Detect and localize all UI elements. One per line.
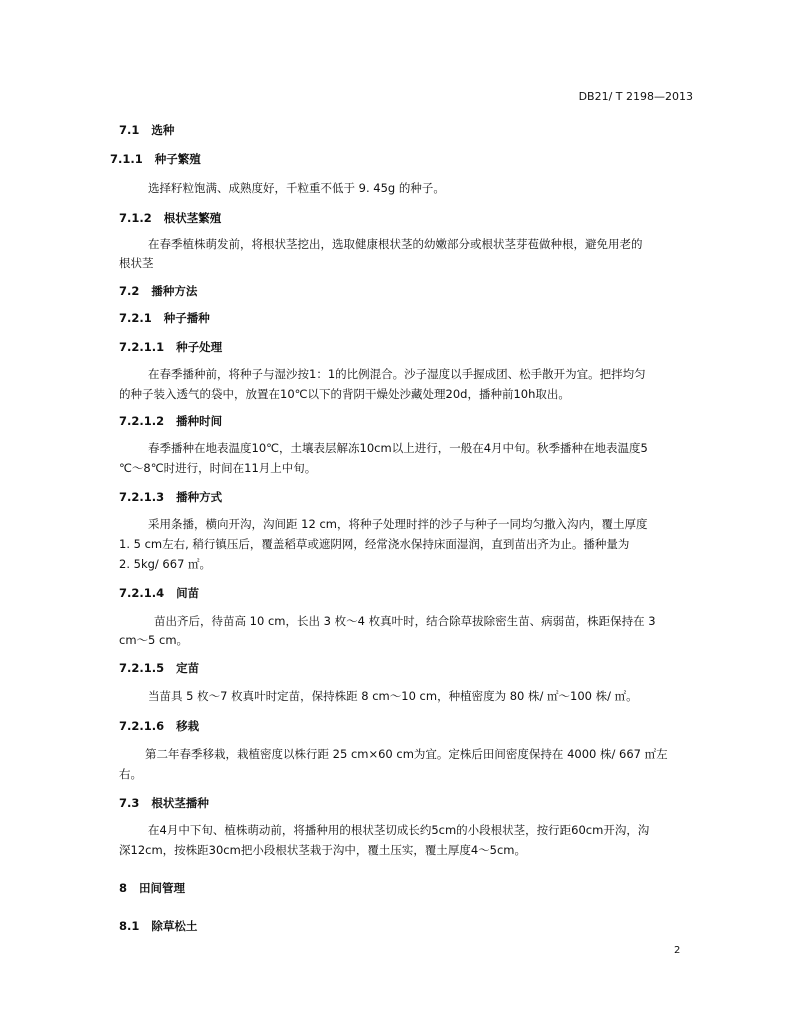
section-7-2-1-4-heading — [119, 585, 199, 601]
section-title: 根状茎繁殖 — [163, 211, 222, 225]
paragraph-line: 1. 5 cm左右, 稍行镇压后，覆盖稻草或遮阴网，经常浇水保持床面湿润，直到苗出齐为止。播种量为 — [119, 537, 630, 551]
section-title: 选种 — [151, 123, 175, 137]
section-title: 播种方式 — [176, 490, 223, 504]
section-7-2-1-5-heading — [119, 660, 199, 676]
section-7-2-1-heading — [119, 310, 210, 326]
paragraph-line: 当苗具 5 枚～7 枚真叶时定苗，保持株距 8 cm～10 cm，种植密度为 80 株/ ㎡～100 株/ ㎡。 — [148, 689, 638, 703]
section-7-2-1-3-heading — [119, 489, 222, 505]
section-7-1-heading — [119, 122, 174, 138]
section-8-1-heading — [119, 918, 197, 934]
section-number: 7.2.1.6 — [119, 719, 165, 733]
section-number: 7.2.1.3 — [119, 490, 165, 504]
section-number: 7.2.1.5 — [119, 661, 165, 675]
paragraph-line: 2. 5kg/ 667 ㎡。 — [119, 557, 212, 571]
paragraph-line: 的种子装入透气的袋中，放置在10℃以下的背阴干燥处沙藏处理20d，播种前10h取出。 — [119, 387, 570, 401]
paragraph-line: cm～5 cm。 — [119, 633, 189, 647]
section-number: 7.1.1 — [110, 152, 143, 166]
section-number: 7.2.1.2 — [119, 414, 165, 428]
paragraph-line: 在春季植株萌发前，将根状茎挖出，选取健康根状茎的幼嫩部分或根状茎芽苞做种根，避免用老的 — [148, 237, 643, 251]
section-number: 7.2.1.1 — [119, 340, 165, 354]
section-number: 8.1 — [119, 919, 140, 933]
paragraph-line: 采用条播，横向开沟，沟间距 12 cm，将种子处理时拌的沙子与种子一同均匀撒入沟内，覆土厚度 — [148, 517, 648, 531]
page-number: 2 — [674, 945, 681, 956]
section-title: 移栽 — [176, 719, 200, 733]
section-number: 7.1.2 — [119, 211, 152, 225]
section-title: 定苗 — [176, 661, 200, 675]
section-7-3-heading — [119, 795, 209, 811]
section-number: 8 — [119, 881, 128, 895]
section-7-2-1-1-heading — [119, 339, 222, 355]
section-title: 种子播种 — [163, 311, 210, 325]
paragraph-line: ℃～8℃时进行，时间在11月上中旬。 — [119, 461, 317, 475]
section-number: 7.2.1.4 — [119, 586, 165, 600]
section-title: 种子繁殖 — [154, 152, 201, 166]
paragraph-line: 春季播种在地表温度10℃，土壤表层解冻10cm以上进行，一般在4月中旬。秋季播种在地表温度5 — [148, 441, 648, 455]
section-7-1-1-heading — [110, 151, 201, 167]
paragraph-line: 第二年春季移栽，栽植密度以株行距 25 cm×60 cm为宜。定株后田间密度保持在 4000 株/ 667 ㎡左 — [145, 747, 668, 761]
paragraph-line: 苗出齐后，待苗高 10 cm，长出 3 枚～4 枚真叶时，结合除草拔除密生苗、病弱苗，株距保持在 3 — [154, 614, 656, 628]
section-7-2-heading — [119, 283, 197, 299]
paragraph-line: 选择籽粒饱满、成熟度好，千粒重不低于 9. 45g 的种子。 — [148, 181, 445, 195]
paragraph-line: 深12cm，按株距30cm把小段根状茎栽于沟中，覆土压实，覆土厚度4～5cm。 — [119, 843, 526, 857]
paragraph-line: 在春季播种前，将种子与湿沙按1：1的比例混合。沙子湿度以手握成团、松手散开为宜。把拌均匀 — [148, 367, 646, 381]
section-7-1-2-heading — [119, 210, 221, 226]
section-number: 7.2.1 — [119, 311, 152, 325]
section-7-2-1-2-heading — [119, 413, 222, 429]
section-number: 7.1 — [119, 123, 140, 137]
section-number: 7.2 — [119, 284, 140, 298]
paragraph-line: 根状茎 — [119, 256, 154, 270]
section-title: 田间管理 — [139, 881, 186, 895]
section-title: 种子处理 — [176, 340, 223, 354]
section-title: 除草松土 — [151, 919, 198, 933]
document-id: DB21/ T 2198—2013 — [578, 90, 693, 103]
section-title: 播种方法 — [151, 284, 198, 298]
section-number: 7.3 — [119, 796, 140, 810]
section-title: 根状茎播种 — [151, 796, 209, 810]
section-8-heading — [119, 880, 185, 896]
section-title: 播种时间 — [176, 414, 223, 428]
paragraph-line: 右。 — [119, 767, 142, 781]
paragraph-line: 在4月中下旬、植株萌动前，将播种用的根状茎切成长约5cm的小段根状茎，按行距60cm开沟，沟 — [148, 823, 650, 837]
section-title: 间苗 — [176, 586, 200, 600]
section-7-2-1-6-heading — [119, 718, 199, 734]
